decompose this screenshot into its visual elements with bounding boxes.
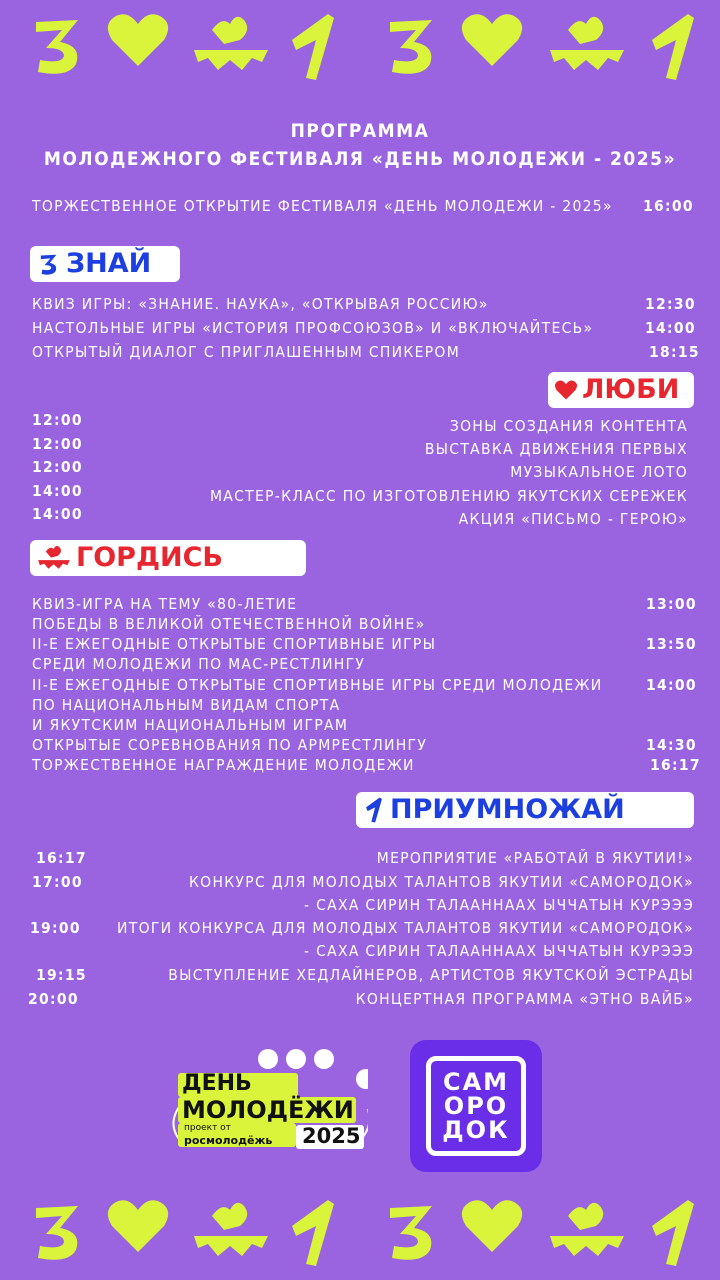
one-icon bbox=[646, 10, 700, 84]
samorodok-logo bbox=[410, 1040, 542, 1172]
list-item-time: 17:00 bbox=[32, 873, 83, 891]
bottom-icon-row bbox=[0, 1196, 720, 1276]
three-icon bbox=[382, 1196, 442, 1266]
logo-line1: ДЕНЬ bbox=[182, 1071, 252, 1096]
gordis-label: ГОРДИСЬ bbox=[76, 542, 223, 573]
list-item-text: ПО НАЦИОНАЛЬНЫМ ВИДАМ СПОРТА bbox=[32, 696, 341, 714]
top-icon-row bbox=[0, 10, 720, 90]
flame-icon bbox=[548, 10, 626, 80]
list-item-time: 14:00 bbox=[645, 319, 696, 337]
list-item-time: 12:00 bbox=[32, 411, 83, 429]
heart-icon bbox=[460, 1196, 524, 1256]
list-item-text: ИТОГИ КОНКУРСА ДЛЯ МОЛОДЫХ ТАЛАНТОВ ЯКУТИИ «САМОРОДОК» bbox=[117, 919, 694, 937]
heart-icon bbox=[460, 10, 524, 70]
three-icon bbox=[36, 251, 62, 277]
list-item-text: ПОБЕДЫ В ВЕЛИКОЙ ОТЕЧЕСТВЕННОЙ ВОЙНЕ» bbox=[32, 615, 426, 633]
opening-text: ТОРЖЕСТВЕННОЕ ОТКРЫТИЕ ФЕСТИВАЛЯ «ДЕНЬ МОЛОДЕЖИ - 2025» bbox=[32, 197, 613, 215]
three-icon bbox=[28, 10, 88, 80]
list-item-time: 12:30 bbox=[645, 295, 696, 313]
flame-icon bbox=[36, 543, 72, 573]
list-item-text: ОТКРЫТЫЙ ДИАЛОГ С ПРИГЛАШЕННЫМ СПИКЕРОМ bbox=[32, 343, 461, 361]
list-item-text: КОНКУРС ДЛЯ МОЛОДЫХ ТАЛАНТОВ ЯКУТИИ «САМОРОДОК» bbox=[188, 873, 694, 891]
heart-icon bbox=[106, 1196, 170, 1256]
list-item-text: - САХА СИРИН ТАЛААННААХ ЫЧЧАТЫН КУРЭЭЭ bbox=[304, 942, 694, 960]
list-item-text: АКЦИЯ «ПИСЬМО - ГЕРОЮ» bbox=[458, 510, 688, 528]
logo-project: проект от bbox=[184, 1123, 231, 1133]
list-item-text: ВЫСТУПЛЕНИЕ ХЕДЛАЙНЕРОВ, АРТИСТОВ ЯКУТСКОЙ ЭСТРАДЫ bbox=[168, 966, 694, 984]
list-item-time: 16:17 bbox=[650, 756, 701, 774]
list-item-text: ВЫСТАВКА ДВИЖЕНИЯ ПЕРВЫХ bbox=[424, 440, 688, 458]
samorodok-row3: ДОК bbox=[442, 1116, 510, 1144]
list-item-text: II-Е ЕЖЕГОДНЫЕ ОТКРЫТЫЕ СПОРТИВНЫЕ ИГРЫ bbox=[32, 635, 437, 653]
gordis-badge bbox=[30, 540, 306, 576]
one-icon bbox=[286, 10, 340, 84]
heart-icon bbox=[106, 10, 170, 70]
samorodok-row2: ОРО bbox=[443, 1092, 509, 1120]
list-item-text: МУЗЫКАЛЬНОЕ ЛОТО bbox=[510, 463, 688, 481]
three-icon bbox=[382, 10, 442, 80]
flame-icon bbox=[192, 10, 270, 80]
list-item-text: КОНЦЕРТНАЯ ПРОГРАММА «ЭТНО ВАЙБ» bbox=[355, 990, 694, 1008]
heart-icon bbox=[554, 379, 578, 401]
list-item-time: 18:15 bbox=[649, 343, 700, 361]
opening-time: 16:00 bbox=[643, 197, 694, 215]
list-item-time: 14:00 bbox=[32, 482, 83, 500]
logo-year: 2025 bbox=[302, 1124, 361, 1148]
list-item-text: МАСТЕР-КЛАСС ПО ИЗГОТОВЛЕНИЮ ЯКУТСКИХ СЕРЕЖЕК bbox=[209, 487, 688, 505]
den-molodezhi-logo bbox=[168, 1045, 368, 1155]
list-item-text: СРЕДИ МОЛОДЕЖИ ПО МАС-РЕСТЛИНГУ bbox=[32, 655, 366, 673]
samorodok-logo-frame bbox=[426, 1056, 526, 1156]
list-item-time: 14:00 bbox=[32, 505, 83, 523]
list-item-time: 19:15 bbox=[36, 966, 87, 984]
list-item-text: МЕРОПРИЯТИЕ «РАБОТАЙ В ЯКУТИИ!» bbox=[376, 849, 694, 867]
lyubi-badge bbox=[548, 372, 694, 408]
list-item-time: 16:17 bbox=[36, 849, 87, 867]
list-item-text: И ЯКУТСКИМ НАЦИОНАЛЬНЫМ ИГРАМ bbox=[32, 716, 349, 734]
list-item-text: КВИЗ ИГРЫ: «ЗНАНИЕ. НАУКА», «ОТКРЫВАЯ РОССИЮ» bbox=[32, 295, 489, 313]
list-item-text: ОТКРЫТЫЕ СОРЕВНОВАНИЯ ПО АРМРЕСТЛИНГУ bbox=[32, 736, 428, 754]
three-icon bbox=[28, 1196, 88, 1266]
list-item-text: НАСТОЛЬНЫЕ ИГРЫ «ИСТОРИЯ ПРОФСОЮЗОВ» И «ВКЛЮЧАЙТЕСЬ» bbox=[32, 319, 594, 337]
list-item-time: 20:00 bbox=[28, 990, 79, 1008]
list-item-text: КВИЗ-ИГРА НА ТЕМУ «80-ЛЕТИЕ bbox=[32, 595, 298, 613]
list-item-text: ЗОНЫ СОЗДАНИЯ КОНТЕНТА bbox=[449, 417, 688, 435]
priumnozhai-label: ПРИУМНОЖАЙ bbox=[390, 794, 625, 825]
lyubi-label: ЛЮБИ bbox=[582, 374, 680, 405]
one-icon bbox=[362, 796, 386, 824]
list-item-text: ТОРЖЕСТВЕННОЕ НАГРАЖДЕНИЕ МОЛОДЕЖИ bbox=[32, 756, 415, 774]
program-title: ПРОГРАММА bbox=[290, 120, 430, 142]
list-item-text: - САХА СИРИН ТАЛААННААХ ЫЧЧАТЫН КУРЭЭЭ bbox=[304, 896, 694, 914]
one-icon bbox=[646, 1196, 700, 1270]
flame-icon bbox=[548, 1196, 626, 1266]
list-item-text: II-Е ЕЖЕГОДНЫЕ ОТКРЫТЫЕ СПОРТИВНЫЕ ИГРЫ СРЕДИ МОЛОДЕЖИ bbox=[32, 676, 603, 694]
znai-badge bbox=[30, 246, 180, 282]
list-item-time: 19:00 bbox=[30, 919, 81, 937]
list-item-time: 14:00 bbox=[646, 676, 697, 694]
samorodok-row1: САМ bbox=[442, 1068, 510, 1096]
flame-icon bbox=[192, 1196, 270, 1266]
list-item-time: 12:00 bbox=[32, 458, 83, 476]
list-item-time: 13:00 bbox=[646, 595, 697, 613]
one-icon bbox=[286, 1196, 340, 1270]
logo-brand: росмолодёжь bbox=[184, 1134, 273, 1147]
list-item-time: 14:30 bbox=[646, 736, 697, 754]
logo-line2: МОЛОДЁЖИ bbox=[182, 1096, 354, 1124]
list-item-time: 12:00 bbox=[32, 435, 83, 453]
festival-title: МОЛОДЕЖНОГО ФЕСТИВАЛЯ «ДЕНЬ МОЛОДЕЖИ - 2025» bbox=[43, 148, 677, 170]
priumnozhai-badge bbox=[356, 792, 694, 828]
znai-label: ЗНАЙ bbox=[66, 248, 152, 279]
list-item-time: 13:50 bbox=[646, 635, 697, 653]
